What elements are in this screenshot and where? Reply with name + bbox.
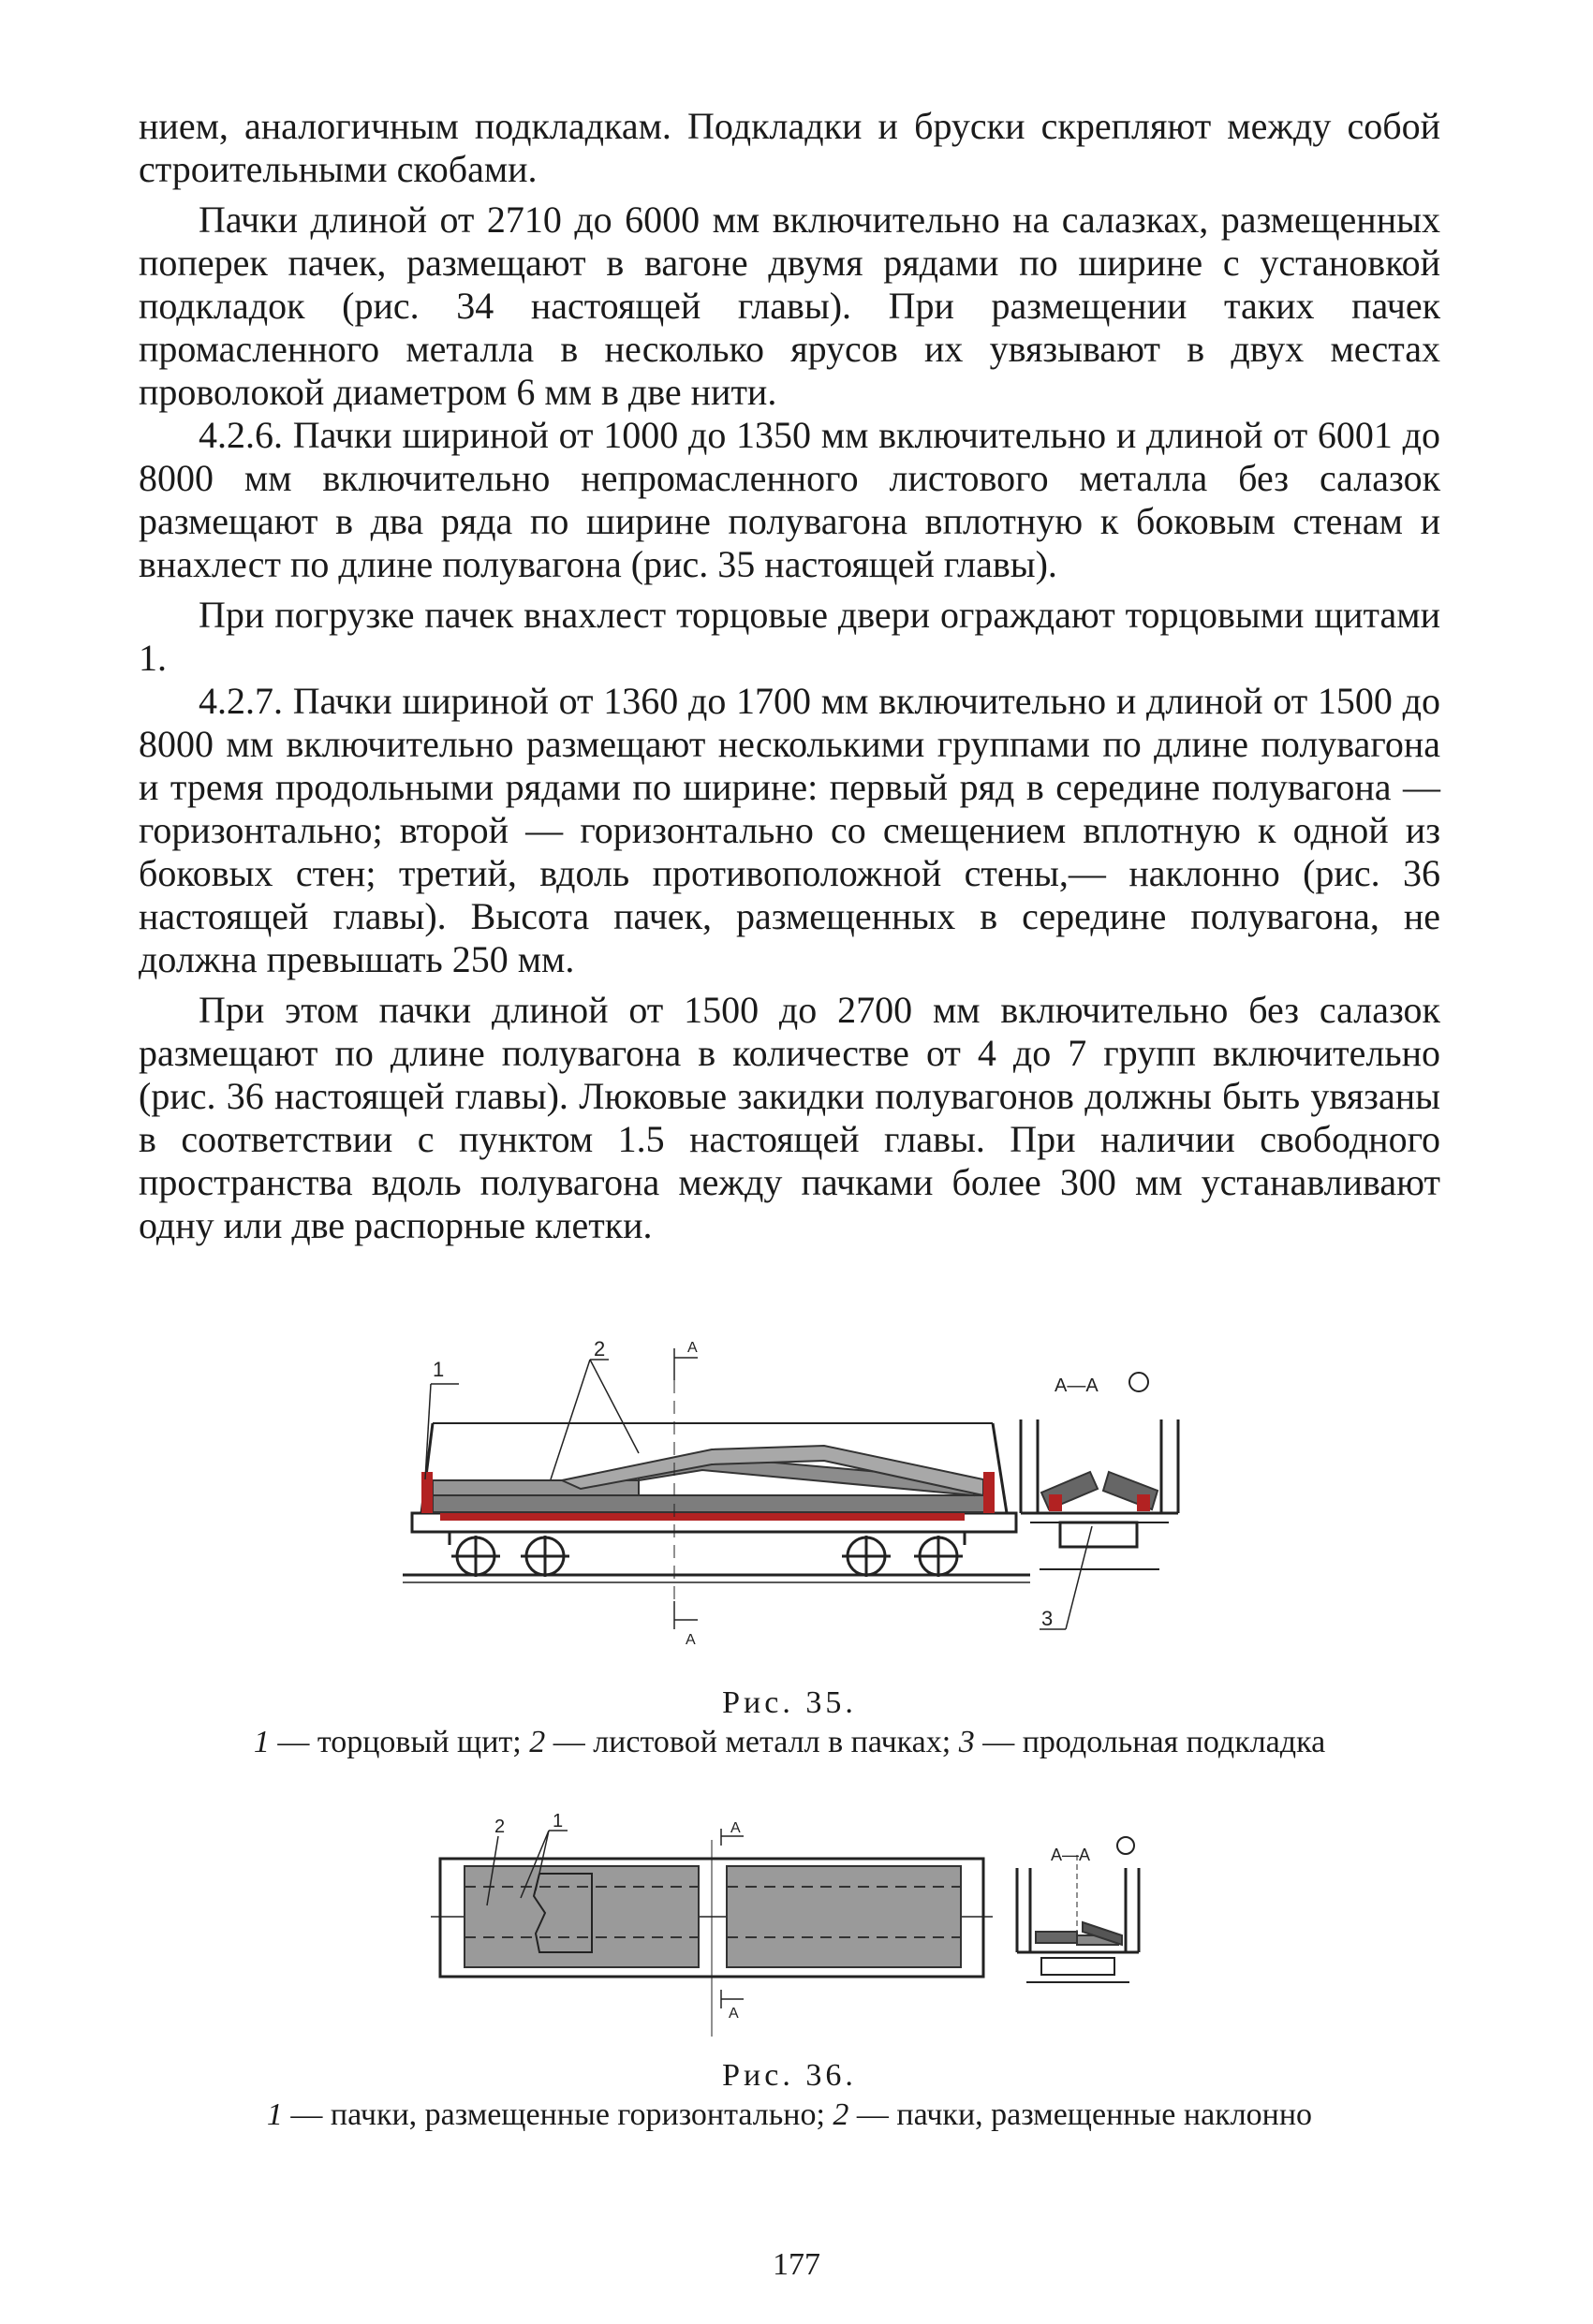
sheet-metal-packs <box>421 1446 995 1521</box>
figure-35 <box>393 1337 1442 1667</box>
legend-text: — пачки, размещенные наклонно <box>848 2097 1313 2132</box>
callout-3: 3 <box>1041 1607 1054 1630</box>
body-text <box>139 105 1440 1247</box>
callout-2: 2 <box>494 1817 506 1837</box>
figure-36-number: Рис. 36. <box>722 2058 857 2093</box>
callout-1: 1 <box>553 1811 564 1831</box>
section-mark-top: A <box>687 1340 698 1356</box>
section-mark-bottom: A <box>686 1632 696 1648</box>
section-mark-top: A <box>730 1820 741 1836</box>
rotation-icon <box>1117 1837 1134 1854</box>
wagon-top-view <box>431 1840 993 2037</box>
legend-text: — продольная подкладка <box>974 1725 1326 1759</box>
section-title: А—А <box>1055 1375 1099 1396</box>
page-number: 177 <box>773 2247 820 2282</box>
paragraph-2: Пачки длиной от 2710 до 6000 мм включительно на салазках, размещенных поперек пачек, размещают в вагоне двумя рядами по ширине с установкой подкладок (рис. 34 настоящей главы). При размещении таких пачек промасленного металла в несколько ярусов их увязывают в двух местах проволокой диаметром 6 мм в две нити. <box>139 199 1440 413</box>
legend-num: 3 <box>958 1725 975 1759</box>
legend-text: — пачки, размещенные горизонтально; <box>282 2097 833 2132</box>
paragraph-1: нием, аналогичным подкладкам. Подкладки и бруски скрепляют между собой строительными скобами. <box>139 105 1440 190</box>
figure-36 <box>431 1812 1199 2046</box>
figure-35-caption <box>139 1684 1440 1762</box>
paragraph-4: При погрузке пачек внахлест торцовые двери ограждают торцовыми щитами 1. <box>139 594 1440 679</box>
callout-2: 2 <box>594 1337 606 1361</box>
rotation-icon <box>1129 1373 1148 1391</box>
figure-35-number: Рис. 35. <box>722 1685 857 1720</box>
legend-num: 2 <box>833 2097 849 2132</box>
legend-num: 1 <box>253 1725 270 1759</box>
figure-36-caption <box>139 2056 1440 2135</box>
cross-section-packs <box>1036 1922 1122 1945</box>
paragraph-3: 4.2.6. Пачки шириной от 1000 до 1350 мм включительно и длиной от 6001 до 8000 мм включительно непромасленного листового металла без салазок размещают в два ряда по ширине полувагона вплотную к боковым стенам и внахлест по длине полувагона (рис. 35 настоящей главы). <box>139 414 1440 585</box>
figure-35-legend <box>139 1723 1440 1762</box>
paragraph-6: При этом пачки длиной от 1500 до 2700 мм включительно без салазок размещают по длине полувагона в количестве от 4 до 7 групп включительно (рис. 36 настоящей главы). Люковые закидки полувагонов должны быть увязаны в соответствии с пунктом 1.5 настоящей главы. При наличии свободного пространства вдоль полувагона между пачками более 300 мм устанавливают одну или две распорные клетки. <box>139 989 1440 1246</box>
section-title: А—А <box>1051 1846 1091 1864</box>
cross-section-packs <box>1041 1472 1158 1511</box>
figure-36-legend <box>139 2096 1440 2135</box>
callout-1: 1 <box>433 1358 445 1381</box>
legend-text: — листовой металл в пачках; <box>545 1725 959 1759</box>
paragraph-5: 4.2.7. Пачки шириной от 1360 до 1700 мм включительно и длиной от 1500 до 8000 мм включительно размещают несколькими группами по длине полувагона и тремя продольными рядами по ширине: первый ряд в середине полувагона — горизонтально; второй — горизонтально со смещением вплотную к одной из боковых стен; третий, вдоль противоположной стены,— наклонно (рис. 36 настоящей главы). Высота пачек, размещенных в середине полувагона, не должна превышать 250 мм. <box>139 680 1440 980</box>
section-mark-bottom: A <box>729 2006 739 2022</box>
legend-num: 2 <box>529 1725 546 1759</box>
legend-text: — торцовый щит; <box>269 1725 530 1759</box>
cross-section-view <box>1017 1855 1139 1982</box>
legend-num: 1 <box>266 2097 283 2132</box>
